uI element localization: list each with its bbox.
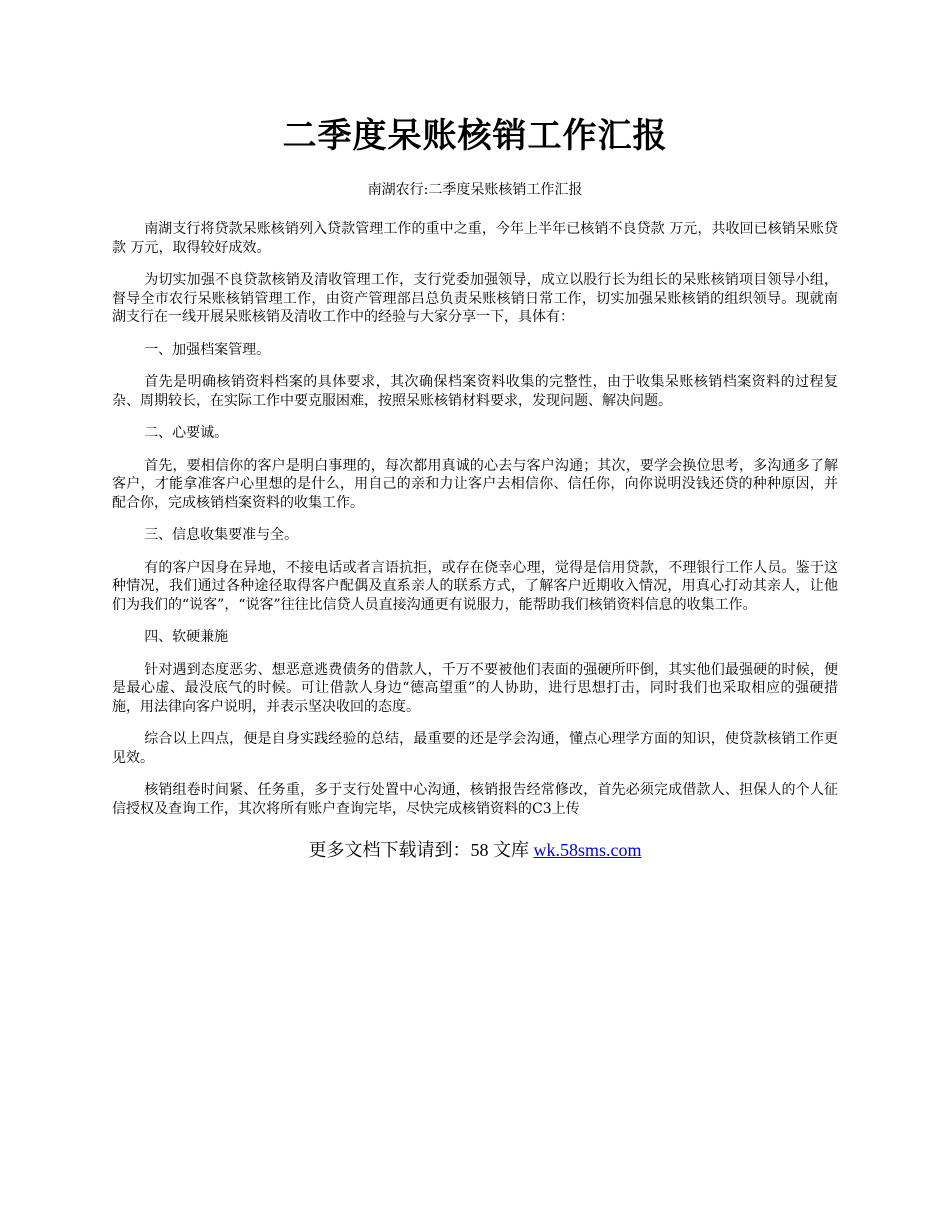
document-page xyxy=(112,110,838,862)
paragraph-intro: 南湖支行将贷款呆账核销列入贷款管理工作的重中之重，今年上半年已核销不良贷款 万元，共收回已核销呆账贷款 万元，取得较好成效。 xyxy=(112,221,838,256)
paragraph-closing: 核销组卷时间紧、任务重，多于支行处置中心沟通，核销报告经常修改，首先必须完成借款人、担保人的个人征信授权及查询工作，其次将所有账户查询完毕，尽快完成核销资料的C3上传 xyxy=(112,782,838,817)
section-heading-2: 二、心要诚。 xyxy=(144,425,229,441)
section-heading-1: 一、加强档案管理。 xyxy=(144,341,271,358)
footer-link[interactable]: wk.58sms.com xyxy=(533,840,642,860)
paragraph-section-3: 有的客户因身在异地，不接电话或者言语抗拒，或存在侥幸心理，觉得是信用贷款，不理银行工作人员。鉴于这种情况，我们通过各种途径取得客户配偶及直系亲人的联系方式，了解客户近期收入情况，用真心打动其亲人，让他们为我们的“说客”，“说客”往往比信贷人员直接沟通更有说服力，能帮助我们核销资料信息的收集工作。 xyxy=(112,559,838,613)
document-title: 二季度呆账核销工作汇报 xyxy=(282,116,668,156)
footer-prefix: 更多文档下载请到：58 文库 xyxy=(308,840,534,860)
section-heading-3: 三、信息收集要准与全。 xyxy=(144,527,299,543)
paragraph-summary: 综合以上四点，便是自身实践经验的总结，最重要的还是学会沟通，懂点心理学方面的知识，使贷款核销工作更见效。 xyxy=(112,731,838,766)
download-footer xyxy=(112,838,838,862)
paragraph-section-2: 首先，要相信你的客户是明白事理的，每次都用真诚的心去与客户沟通；其次，要学会换位思考，多沟通多了解客户，才能拿准客户心里想的是什么，用自己的亲和力让客户去相信你、信任你，向你说明没钱还贷的种种原因，并配合你，完成核销档案资料的收集工作。 xyxy=(112,457,838,511)
paragraph-organization: 为切实加强不良贷款核销及清收管理工作，支行党委加强领导，成立以股行长为组长的呆账核销项目领导小组，督导全市农行呆账核销管理工作，由资产管理部吕总负责呆账核销日常工作，切实加强呆账核销的组织领导。现就南湖支行在一线开展呆账核销及清收工作中的经验与大家分享一下，具体有： xyxy=(112,272,838,325)
section-heading-4: 四、软硬兼施 xyxy=(144,629,229,645)
paragraph-section-4: 针对遇到态度恶劣、想恶意逃费债务的借款人，千万不要被他们表面的强硬所吓倒，其实他们最强硬的时候，便是最心虚、最没底气的时候。可让借款人身边“德高望重”的人协助，进行思想打击，同时我们也采取相应的强硬措施，用法律向客户说明，并表示坚决收回的态度。 xyxy=(112,661,838,715)
document-subtitle: 南湖农行:二季度呆账核销工作汇报 xyxy=(367,182,583,198)
paragraph-section-1: 首先是明确核销资料档案的具体要求，其次确保档案资料收集的完整性，由于收集呆账核销档案资料的过程复杂、周期较长，在实际工作中要克服困难，按照呆账核销材料要求，发现问题、解决问题。 xyxy=(112,374,838,409)
